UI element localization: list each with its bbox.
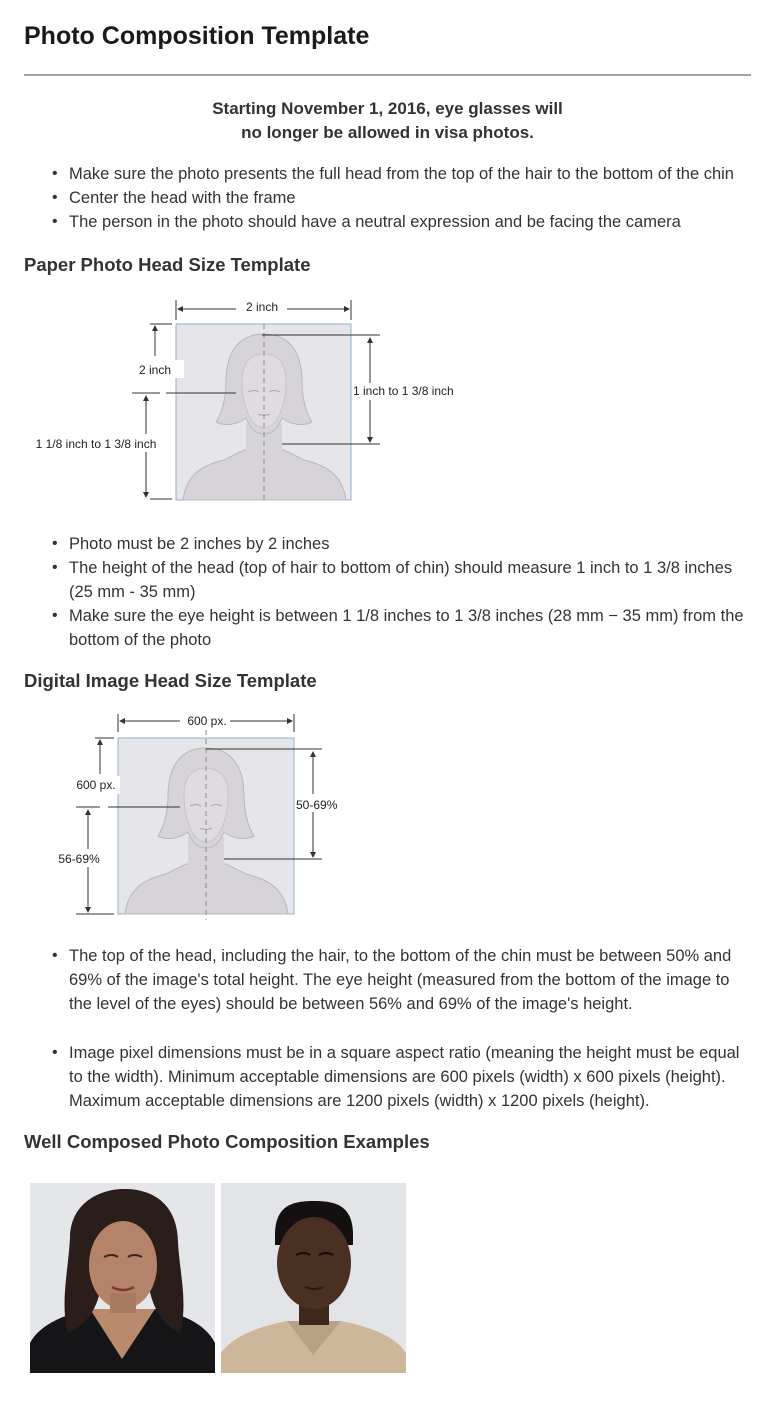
height-label: 2 inch <box>138 363 172 377</box>
list-item: • Image pixel dimensions must be in a square aspect ratio (meaning the height must be equal to the width). Minimum acceptable dimensions are 600 pixels (width) x 600 pixels (height). Maximum acceptable dimensions are 1200 pixels (width) x 1200 pixels (height). <box>24 1041 751 1113</box>
width-label: 600 px. <box>187 714 227 728</box>
width-label: 2 inch <box>245 300 279 314</box>
digital-section-heading: Digital Image Head Size Template <box>24 670 317 691</box>
list-item: • Make sure the eye height is between 1 1/8 inches to 1 3/8 inches (28 mm − 35 mm) from the bottom of the photo <box>24 604 751 652</box>
example-photo-woman <box>30 1183 215 1373</box>
height-label: 600 px. <box>76 778 116 792</box>
list-item: • Photo must be 2 inches by 2 inches <box>24 532 751 556</box>
list-item: • The height of the head (top of hair to bottom of chin) should measure 1 inch to 1 3/8 inches (25 mm - 35 mm) <box>24 556 751 604</box>
list-item: • The person in the photo should have a neutral expression and be facing the camera <box>24 210 751 234</box>
eye-height-label: 1 1/8 inch to 1 3/8 inch <box>35 437 157 451</box>
list-item: • Make sure the photo presents the full head from the top of the hair to the bottom of the chin <box>24 162 751 186</box>
digital-bullet-list-2 <box>24 1041 751 1113</box>
notice-line-2: no longer be allowed in visa photos. <box>241 123 534 142</box>
example-photo-man <box>221 1183 406 1373</box>
digital-head-size-diagram <box>0 706 773 924</box>
head-size-label: 1 inch to 1 3/8 inch <box>353 384 454 398</box>
eyeglasses-notice <box>24 97 751 145</box>
title-divider <box>24 74 751 76</box>
intro-bullet-list <box>24 162 751 234</box>
paper-head-size-diagram <box>0 290 773 515</box>
paper-bullet-list <box>24 532 751 652</box>
paper-section-heading: Paper Photo Head Size Template <box>24 254 311 275</box>
notice-line-1: Starting November 1, 2016, eye glasses will <box>212 99 563 118</box>
list-item: • Center the head with the frame <box>24 186 751 210</box>
head-size-label: 50-69% <box>296 798 338 812</box>
digital-bullet-list-1 <box>24 944 751 1016</box>
eye-height-label: 56-69% <box>58 852 100 866</box>
list-item: • The top of the head, including the hair, to the bottom of the chin must be between 50% and 69% of the image's total height. The eye height (measured from the bottom of the image to the level of the eyes) should be between 56% and 69% of the image's height. <box>24 944 751 1016</box>
examples-section-heading: Well Composed Photo Composition Examples <box>24 1131 430 1152</box>
page-title: Photo Composition Template <box>24 22 370 50</box>
